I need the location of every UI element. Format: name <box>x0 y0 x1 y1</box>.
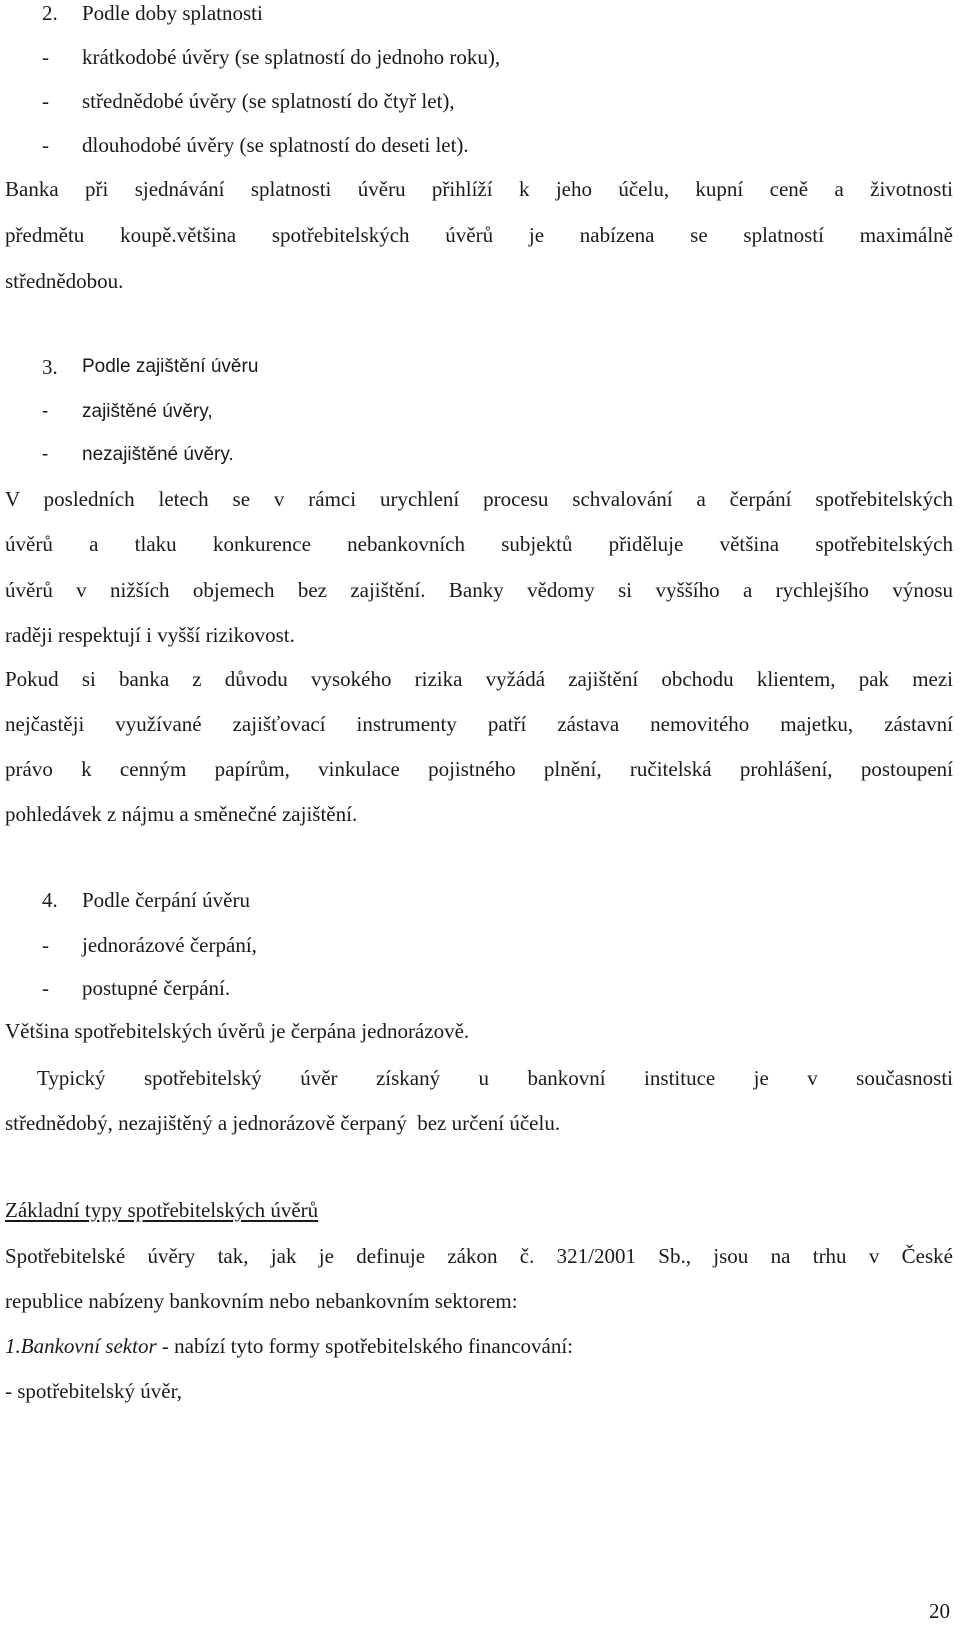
list-item: nezajištěné úvěry. <box>82 444 234 465</box>
list-item: jednorázové čerpání, <box>82 933 257 957</box>
paragraph-line: raději respektují i vyšší rizikovost. <box>5 623 295 647</box>
sector-label: 1.Bankovní sektor <box>5 1334 157 1358</box>
list-dash: - <box>42 133 49 157</box>
paragraph-line: střednědobý, nezajištěný a jednorázově čerpaný bez určení účelu. <box>5 1111 561 1135</box>
sector-text: - nabízí tyto formy spotřebitelského financování: <box>156 1334 574 1358</box>
paragraph-line: Banka při sjednávání splatnosti úvěru přihlíží k jeho účelu, kupní ceně a životnosti <box>5 177 953 201</box>
paragraph-line: nejčastěji využívané zajišťovací instrumenty patří zástava nemovitého majetku, zástavní <box>5 712 953 736</box>
list-dash: - <box>42 444 49 465</box>
list-item: krátkodobé úvěry (se splatností do jednoho roku), <box>82 45 501 69</box>
list-dash: - <box>42 45 49 69</box>
paragraph-line: Spotřebitelské úvěry tak, jak je definuje zákon č. 321/2001 Sb., jsou na trhu v České <box>5 1244 953 1268</box>
list-dash: - <box>42 89 49 113</box>
section-2-number: 2. <box>42 1 58 25</box>
paragraph-line: republice nabízeny bankovním nebo nebankovním sektorem: <box>5 1289 518 1313</box>
list-item: zajištěné úvěry, <box>82 401 213 422</box>
list-dash: - <box>42 933 49 957</box>
paragraph-line: Většina spotřebitelských úvěrů je čerpána jednorázově. <box>5 1019 470 1043</box>
list-item: - spotřebitelský úvěr, <box>5 1379 183 1403</box>
paragraph-line: střednědobou. <box>5 269 124 293</box>
section-4-number: 4. <box>42 888 58 912</box>
section-heading: Základní typy spotřebitelských úvěrů <box>5 1198 319 1222</box>
list-item: postupné čerpání. <box>82 976 231 1000</box>
paragraph-line: Pokud si banka z důvodu vysokého rizika vyžádá zajištění obchodu klientem, pak mezi <box>5 667 953 691</box>
paragraph-line: úvěrů v nižších objemech bez zajištění. Banky vědomy si vyššího a rychlejšího výnosu <box>5 578 953 602</box>
paragraph-line: pohledávek z nájmu a směnečné zajištění. <box>5 802 358 826</box>
paragraph-line: Typický spotřebitelský úvěr získaný u bankovní instituce je v současnosti <box>37 1066 953 1090</box>
paragraph-line: předmětu koupě.většina spotřebitelských úvěrů je nabízena se splatností maximálně <box>5 223 953 247</box>
paragraph-line: V posledních letech se v rámci urychlení procesu schvalování a čerpání spotřebitelských <box>5 487 953 511</box>
section-2-heading: Podle doby splatnosti <box>82 1 263 25</box>
page-number: 20 <box>929 1599 950 1623</box>
sector-line <box>5 1333 573 1359</box>
section-3-heading: Podle zajištění úvěru <box>82 356 259 377</box>
paragraph-line: úvěrů a tlaku konkurence nebankovních subjektů přiděluje většina spotřebitelských <box>5 532 953 556</box>
paragraph-line: právo k cenným papírům, vinkulace pojistného plnění, ručitelská prohlášení, postoupení <box>5 757 953 781</box>
list-item: střednědobé úvěry (se splatností do čtyř let), <box>82 89 455 113</box>
list-dash: - <box>42 401 49 422</box>
section-4-heading: Podle čerpání úvěru <box>82 888 250 912</box>
section-3-number: 3. <box>42 355 58 379</box>
list-item: dlouhodobé úvěry (se splatností do deseti let). <box>82 133 469 157</box>
list-dash: - <box>42 976 49 1000</box>
